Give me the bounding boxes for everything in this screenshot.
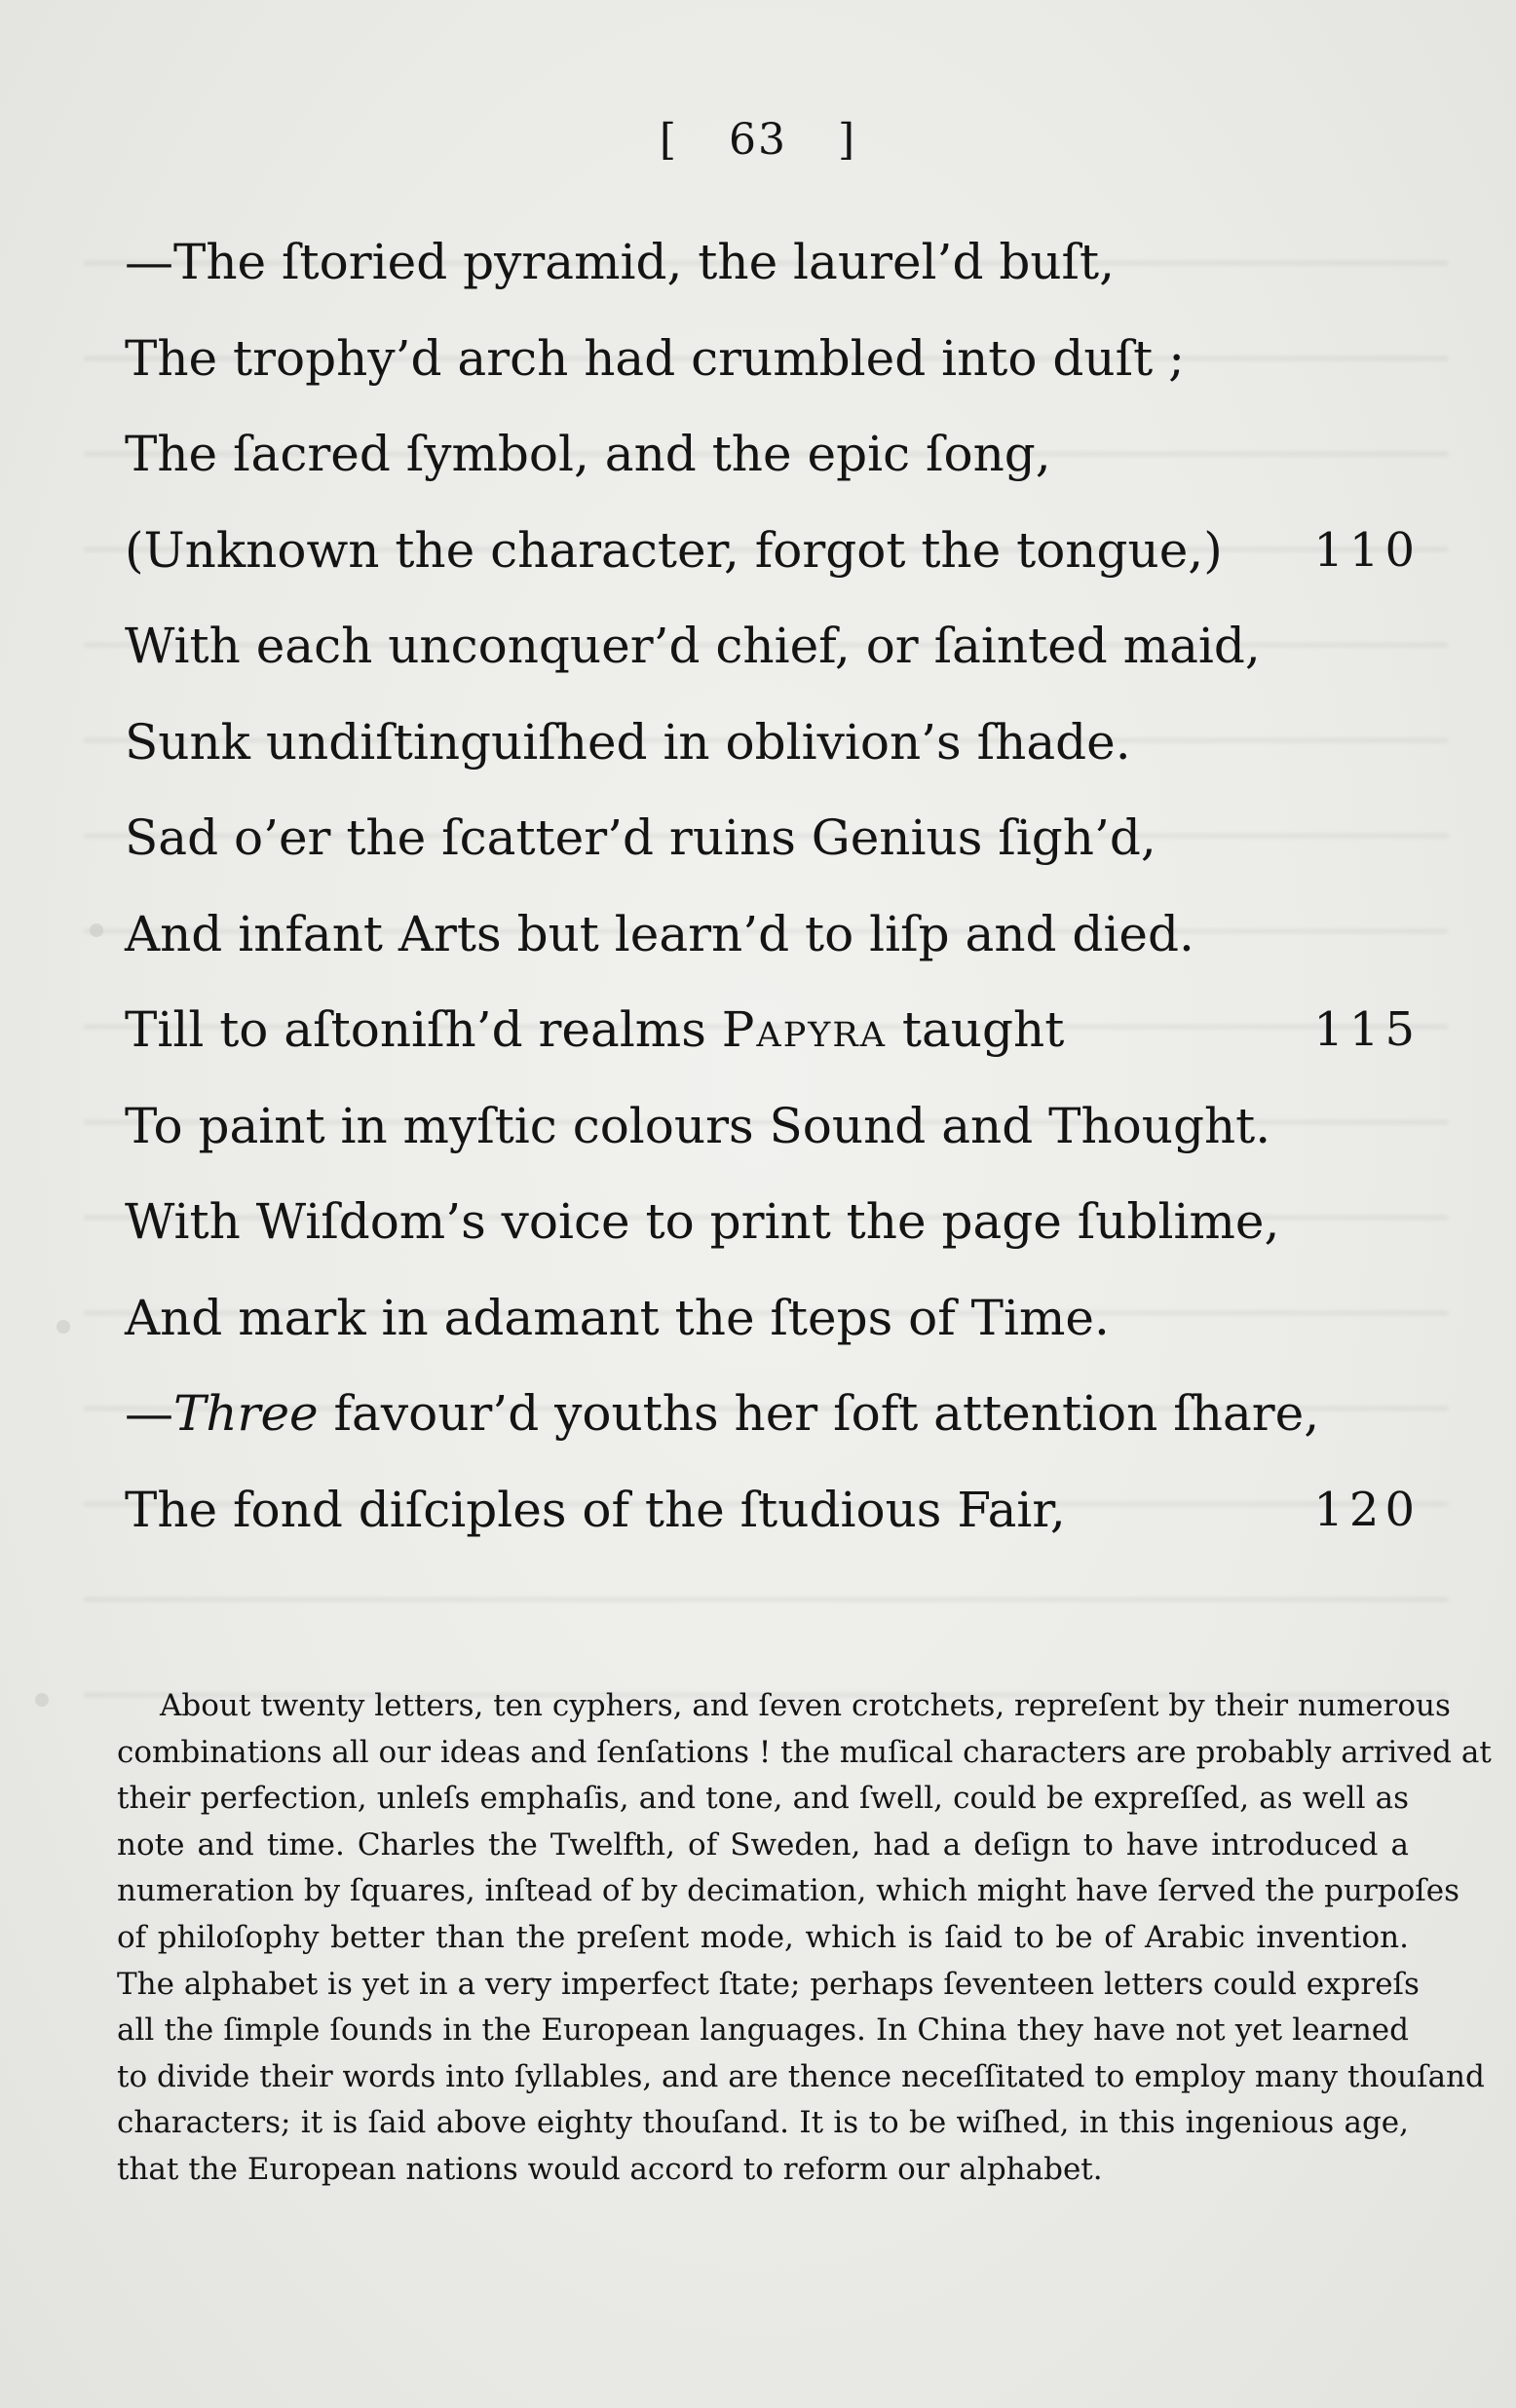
- poem-line: [125, 1366, 1421, 1462]
- line-number: 115: [1313, 1002, 1421, 1057]
- three-italic: Three: [173, 1385, 319, 1442]
- footnote-line: characters; it is ſaid above eighty thouſand. It is to be wiſhed, in this ingenious age,: [117, 2105, 1409, 2141]
- footnote-line: all the ſimple ſounds in the European languages. In China they have not yet learned: [117, 2013, 1409, 2049]
- poem-line: [125, 1174, 1421, 1270]
- poem-line-text-before: —: [125, 1385, 173, 1442]
- papyra-small-caps: Papyra: [721, 1001, 887, 1058]
- footnote-line: About twenty letters, ten cyphers, and ſeven crotchets, repreſent by their numerous: [160, 1688, 1451, 1723]
- poem-line-text-before: Till to aſtoniſh’d realms: [125, 1001, 722, 1058]
- paper-spot: [57, 1320, 70, 1334]
- poem-line: [125, 790, 1421, 886]
- poem-line: [125, 503, 1421, 599]
- poem-line-text-after: favour’d youths her ſoft attention ſhare,: [318, 1385, 1320, 1442]
- poem-line-text: —The ſtoried pyramid, the laurel’d buſt,: [125, 234, 1116, 290]
- poem-line: [125, 695, 1421, 791]
- poem-line-text: With each unconquer’d chief, or ſainted maid,: [125, 618, 1261, 674]
- poem-line: [125, 886, 1421, 983]
- footnote: [117, 1683, 1492, 2194]
- footnote-line: that the European nations would accord to reform our alphabet.: [117, 2151, 1103, 2187]
- footnote-line: The alphabet is yet in a very imperfect ſtate; perhaps ſeventeen letters could expreſs: [117, 1966, 1420, 2002]
- poem-line: [125, 311, 1421, 407]
- poem-line-text: And mark in adamant the ſteps of Time.: [125, 1289, 1110, 1346]
- footnote-line: combinations all our ideas and ſenſations ! the muſical characters are probably arrived at: [117, 1734, 1492, 1770]
- poem-line-text: The trophy’d arch had crumbled into duſt ;: [125, 329, 1185, 387]
- footnote-line: note and time. Charles the Twelfth, of Sweden, had a deſign to have introduced a: [117, 1826, 1409, 1862]
- line-number: 120: [1313, 1482, 1421, 1537]
- page-number: 63: [729, 115, 787, 165]
- poem-line-text-after: taught: [886, 1001, 1065, 1058]
- poem-line: [125, 214, 1421, 311]
- poem-line: [125, 1270, 1421, 1367]
- poem-line-text: Sunk undiſtinguiſhed in oblivion’s ſhade.: [125, 713, 1131, 771]
- page-header: [0, 115, 1516, 165]
- footnote-line: of philoſophy better than the preſent mode, which is ſaid to be of Arabic invention.: [117, 1919, 1409, 1955]
- poem-line-text: Sad o’er the ſcatter’d ruins Genius ſigh’d,: [125, 809, 1156, 866]
- poem-line-text: To paint in myſtic colours Sound and Thought.: [125, 1097, 1271, 1154]
- paper-spot: [35, 1693, 49, 1707]
- poem-line-text: And infant Arts but learn’d to liſp and died.: [125, 905, 1194, 962]
- footnote-line: numeration by ſquares, inſtead of by decimation, which might have ſerved the purpoſes: [117, 1873, 1460, 1909]
- paper-spot: [90, 923, 103, 937]
- poem-line: [125, 1078, 1421, 1175]
- poem-line: [125, 598, 1421, 695]
- line-number: 110: [1313, 522, 1421, 578]
- poem-line-text: The fond diſciples of the ſtudious Fair,: [125, 1481, 1066, 1538]
- poem-body: [125, 214, 1421, 1558]
- header-bracket-close: ]: [838, 115, 857, 165]
- poem-line-text: With Wiſdom’s voice to print the page ſublime,: [125, 1193, 1280, 1250]
- poem-line: [125, 406, 1421, 503]
- footnote-line: to divide their words into ſyllables, and are thence neceſſitated to employ many thouſand: [117, 2058, 1485, 2094]
- poem-line: [125, 982, 1421, 1078]
- footnote-line: their perfection, unleſs emphaſis, and tone, and ſwell, could be expreſſed, as well as: [117, 1781, 1409, 1817]
- poem-line-text: (Unknown the character, forgot the tongue,): [125, 521, 1223, 579]
- poem-line-text: The ſacred ſymbol, and the epic ſong,: [125, 426, 1051, 482]
- poem-line: [125, 1462, 1421, 1559]
- header-bracket-open: [: [659, 115, 678, 165]
